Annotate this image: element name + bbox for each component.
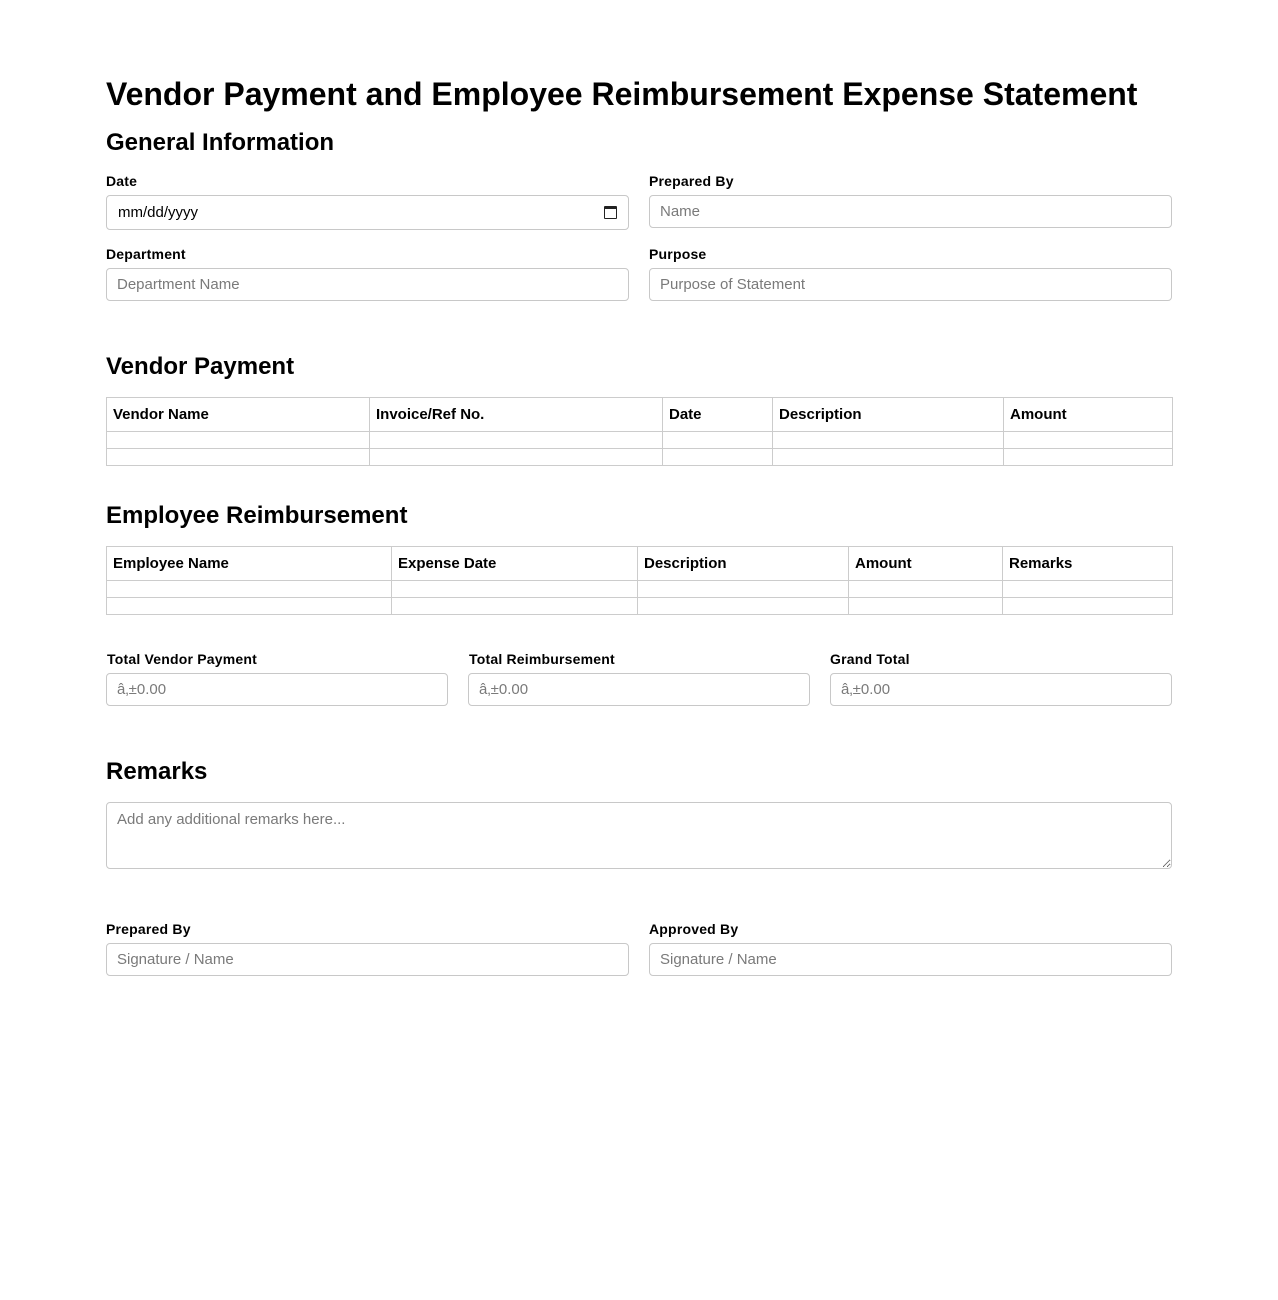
approved-by-input[interactable] [649, 943, 1172, 976]
grand-total-label: Grand Total [830, 651, 910, 667]
table-cell[interactable] [107, 432, 370, 449]
department-label: Department [106, 246, 186, 262]
vendor-payment-table [106, 397, 1173, 466]
table-cell[interactable] [638, 598, 849, 615]
prepared-by-signature-input[interactable] [106, 943, 629, 976]
purpose-label: Purpose [649, 246, 707, 262]
table-row [107, 581, 1173, 598]
column-header: Invoice/Ref No. [370, 398, 663, 432]
column-header: Expense Date [392, 547, 638, 581]
prepared-by-input[interactable] [649, 195, 1172, 228]
total-reimbursement-input[interactable] [468, 673, 810, 706]
employee-reimbursement-heading: Employee Reimbursement [106, 502, 408, 529]
table-cell[interactable] [663, 432, 773, 449]
table-cell[interactable] [392, 598, 638, 615]
employee-reimbursement-table [106, 546, 1173, 615]
column-header: Vendor Name [107, 398, 370, 432]
table-cell[interactable] [638, 581, 849, 598]
table-row [107, 432, 1173, 449]
table-cell[interactable] [849, 598, 1003, 615]
grand-total-input[interactable] [830, 673, 1172, 706]
prepared-by-label: Prepared By [649, 173, 734, 189]
table-cell[interactable] [370, 449, 663, 466]
department-input[interactable] [106, 268, 629, 301]
column-header: Description [638, 547, 849, 581]
total-vendor-payment-input[interactable] [106, 673, 448, 706]
approved-by-label: Approved By [649, 921, 739, 937]
table-row [107, 598, 1173, 615]
date-label: Date [106, 173, 138, 189]
table-cell[interactable] [773, 432, 1004, 449]
column-header: Amount [1004, 398, 1173, 432]
remarks-textarea[interactable] [106, 802, 1172, 869]
table-cell[interactable] [107, 598, 392, 615]
table-row [107, 449, 1173, 466]
calendar-icon[interactable] [604, 206, 617, 219]
total-reimbursement-label: Total Reimbursement [469, 651, 615, 667]
table-cell[interactable] [849, 581, 1003, 598]
column-header: Remarks [1003, 547, 1173, 581]
table-cell[interactable] [663, 449, 773, 466]
column-header: Employee Name [107, 547, 392, 581]
column-header: Amount [849, 547, 1003, 581]
remarks-heading: Remarks [106, 758, 208, 785]
table-cell[interactable] [1003, 581, 1173, 598]
table-cell[interactable] [773, 449, 1004, 466]
table-header-row [107, 547, 1173, 581]
table-cell[interactable] [370, 432, 663, 449]
table-cell[interactable] [107, 449, 370, 466]
date-placeholder: mm/dd/yyyy [118, 204, 199, 221]
date-field[interactable] [106, 195, 629, 230]
table-cell[interactable] [1003, 598, 1173, 615]
table-cell[interactable] [107, 581, 392, 598]
column-header: Description [773, 398, 1004, 432]
general-information-heading: General Information [106, 129, 335, 156]
table-cell[interactable] [1004, 432, 1173, 449]
total-vendor-payment-label: Total Vendor Payment [107, 651, 257, 667]
purpose-input[interactable] [649, 268, 1172, 301]
column-header: Date [663, 398, 773, 432]
table-header-row [107, 398, 1173, 432]
vendor-payment-heading: Vendor Payment [106, 353, 295, 380]
prepared-by-signature-label: Prepared By [106, 921, 191, 937]
table-cell[interactable] [1004, 449, 1173, 466]
page-title: Vendor Payment and Employee Reimbursement Expense Statement [106, 76, 1138, 112]
table-cell[interactable] [392, 581, 638, 598]
